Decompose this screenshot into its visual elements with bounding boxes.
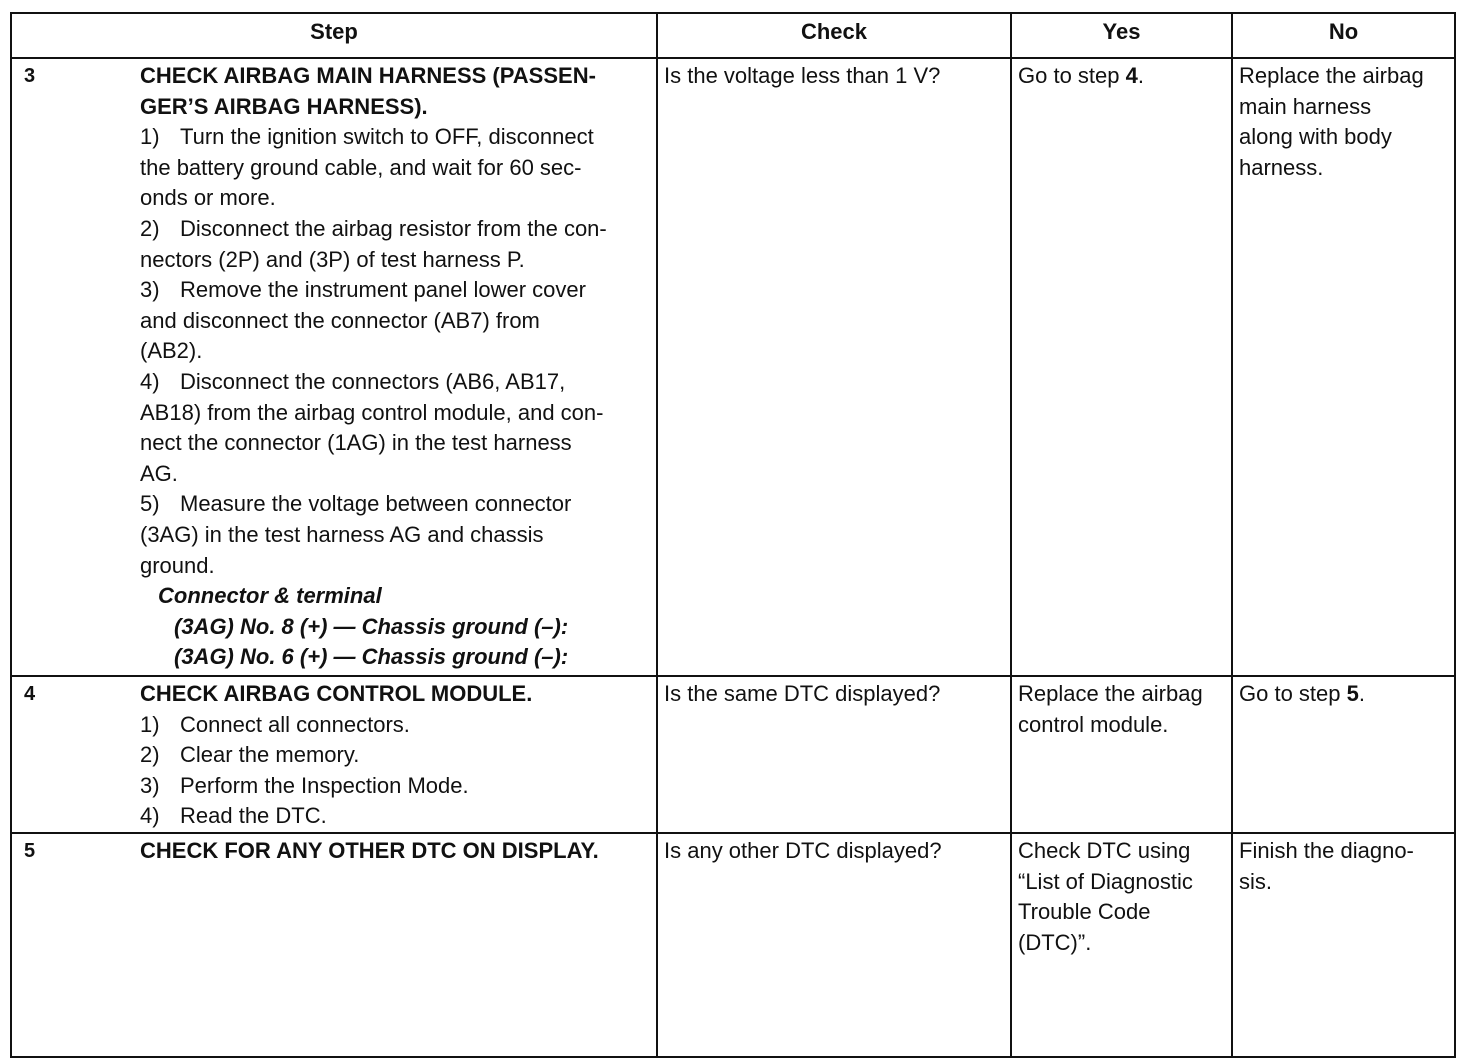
no-text: Go to step 5. bbox=[1239, 681, 1365, 706]
no-text: main harness bbox=[1239, 93, 1372, 119]
yes-text: “List of Diagnostic bbox=[1018, 868, 1193, 894]
substep-text: (3AG) in the test harness AG and chassis bbox=[140, 521, 544, 547]
yes-text: Go to step 4. bbox=[1018, 63, 1144, 88]
substep bbox=[140, 801, 646, 832]
check-text: Is any other DTC displayed? bbox=[664, 837, 942, 863]
step-title bbox=[140, 61, 646, 122]
substep-text: AB18) from the airbag control module, and con- bbox=[140, 399, 604, 425]
substep bbox=[140, 214, 646, 275]
substep-text: Connect all connectors. bbox=[180, 711, 410, 737]
no-text: along with body bbox=[1239, 124, 1392, 150]
substep-text: AG. bbox=[140, 460, 178, 486]
header-step: Step bbox=[11, 13, 657, 58]
substep-text: nect the connector (1AG) in the test harness bbox=[140, 430, 572, 456]
header-row bbox=[11, 13, 1455, 58]
step-title-line: CHECK FOR ANY OTHER DTC ON DISPLAY. bbox=[140, 837, 599, 863]
substep bbox=[140, 710, 646, 741]
substep bbox=[140, 122, 646, 214]
check-text: Is the voltage less than 1 V? bbox=[664, 63, 941, 88]
yes-text: Check DTC using bbox=[1018, 837, 1191, 863]
substep-number: 4) bbox=[140, 368, 160, 394]
substep-text: Measure the voltage between connector bbox=[180, 491, 572, 517]
substep-text: Turn the ignition switch to OFF, disconnect bbox=[180, 124, 594, 150]
substep-number: 1) bbox=[140, 124, 160, 150]
substep-number: 4) bbox=[140, 803, 160, 829]
no-text: sis. bbox=[1239, 868, 1272, 894]
diagnostic-table bbox=[10, 12, 1456, 1058]
step-cell bbox=[11, 676, 657, 833]
substep-number: 2) bbox=[140, 742, 160, 768]
substep-number: 5) bbox=[140, 491, 160, 517]
header-check: Check bbox=[657, 13, 1011, 58]
yes-cell bbox=[1011, 676, 1232, 833]
substep-text: the battery ground cable, and wait for 60 sec- bbox=[140, 154, 582, 180]
step-title-line: GER’S AIRBAG HARNESS). bbox=[140, 93, 428, 119]
no-text: harness. bbox=[1239, 154, 1324, 180]
substep-text: Disconnect the connectors (AB6, AB17, bbox=[180, 368, 566, 394]
no-cell bbox=[1232, 676, 1455, 833]
step-number: 4 bbox=[24, 683, 36, 705]
substep bbox=[140, 489, 646, 581]
header-no: No bbox=[1232, 13, 1455, 58]
spec-item: (3AG) No. 6 (+) — Chassis ground (–): bbox=[174, 644, 569, 670]
substep-text: Clear the memory. bbox=[180, 742, 360, 768]
substep bbox=[140, 771, 646, 802]
substep-number: 3) bbox=[140, 277, 160, 303]
substep-text: ground. bbox=[140, 552, 215, 578]
step-cell bbox=[11, 833, 657, 1057]
step-title-line: CHECK AIRBAG CONTROL MODULE. bbox=[140, 681, 533, 706]
yes-text: (DTC)”. bbox=[1018, 929, 1092, 955]
substep-number: 1) bbox=[140, 711, 160, 737]
substep bbox=[140, 740, 646, 771]
table-row bbox=[11, 58, 1455, 676]
substep-text: Remove the instrument panel lower cover bbox=[180, 277, 586, 303]
header-yes: Yes bbox=[1011, 13, 1232, 58]
table-row bbox=[11, 676, 1455, 833]
check-cell bbox=[657, 58, 1011, 676]
no-text: Replace the airbag bbox=[1239, 63, 1424, 88]
substep-number: 2) bbox=[140, 215, 160, 241]
no-cell bbox=[1232, 58, 1455, 676]
step-reference: 5 bbox=[1346, 681, 1359, 706]
yes-text: Replace the airbag bbox=[1018, 681, 1203, 706]
substep bbox=[140, 367, 646, 489]
yes-cell bbox=[1011, 833, 1232, 1057]
substep-text: Perform the Inspection Mode. bbox=[180, 772, 469, 798]
table-row bbox=[11, 833, 1455, 1057]
check-cell bbox=[657, 676, 1011, 833]
substep-text: nectors (2P) and (3P) of test harness P. bbox=[140, 246, 525, 272]
step-title bbox=[140, 679, 646, 710]
step-title bbox=[140, 836, 646, 867]
substep bbox=[140, 275, 646, 367]
check-cell bbox=[657, 833, 1011, 1057]
yes-cell bbox=[1011, 58, 1232, 676]
substep-number: 3) bbox=[140, 772, 160, 798]
check-text: Is the same DTC displayed? bbox=[664, 681, 941, 706]
no-cell bbox=[1232, 833, 1455, 1057]
spec-item: (3AG) No. 8 (+) — Chassis ground (–): bbox=[174, 613, 569, 639]
substep-text: and disconnect the connector (AB7) from bbox=[140, 307, 540, 333]
substep-text: (AB2). bbox=[140, 338, 203, 364]
spec-heading: Connector & terminal bbox=[158, 583, 382, 609]
substep-text: Read the DTC. bbox=[180, 803, 327, 829]
step-number: 3 bbox=[24, 65, 36, 87]
yes-text: Trouble Code bbox=[1018, 899, 1151, 925]
substep-text: onds or more. bbox=[140, 185, 276, 211]
substep-text: Disconnect the airbag resistor from the con- bbox=[180, 215, 607, 241]
no-text: Finish the diagno- bbox=[1239, 837, 1414, 863]
step-number: 5 bbox=[24, 839, 36, 862]
yes-text: control module. bbox=[1018, 711, 1169, 737]
step-title-line: CHECK AIRBAG MAIN HARNESS (PASSEN- bbox=[140, 63, 596, 88]
step-reference: 4 bbox=[1125, 63, 1138, 88]
step-cell bbox=[11, 58, 657, 676]
